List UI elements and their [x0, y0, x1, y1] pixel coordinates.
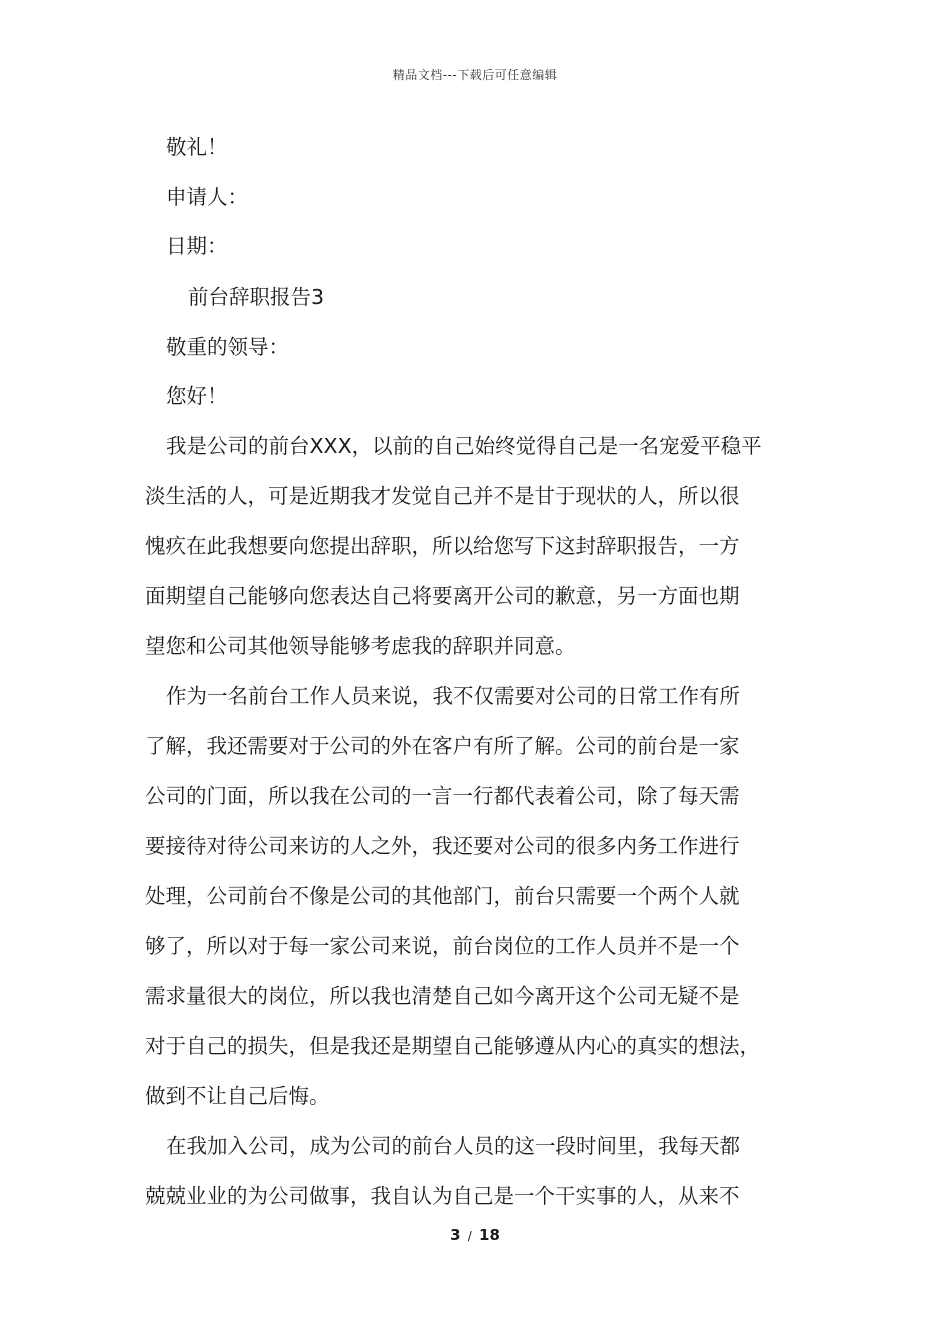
paragraph-line: 处理，公司前台不像是公司的其他部门，前台只需要一个两个人就 — [145, 884, 740, 908]
paragraph-line: 愧疚在此我想要向您提出辞职，所以给您写下这封辞职报告，一方 — [145, 534, 740, 558]
paragraph-line: 作为一名前台工作人员来说，我不仅需要对公司的日常工作有所 — [166, 684, 740, 708]
paragraph-line: 公司的门面，所以我在公司的一言一行都代表着公司，除了每天需 — [145, 784, 740, 808]
current-page: 3 — [450, 1226, 461, 1244]
paragraph-line: 对于自己的损失，但是我还是期望自己能够遵从内心的真实的想法， — [145, 1034, 760, 1058]
paragraph-line: 要接待对待公司来访的人之外，我还要对公司的很多内务工作进行 — [145, 834, 740, 858]
paragraph-line: 面期望自己能够向您表达自己将要离开公司的歉意，另一方面也期 — [145, 584, 740, 608]
paragraph-line: 淡生活的人，可是近期我才发觉自己并不是甘于现状的人，所以很 — [145, 484, 740, 508]
paragraph-line: 够了，所以对于每一家公司来说，前台岗位的工作人员并不是一个 — [145, 934, 740, 958]
page-number — [0, 1226, 950, 1244]
page-separator: / — [467, 1229, 472, 1243]
closing-salutation: 敬礼！ — [166, 135, 228, 159]
paragraph-line: 需求量很大的岗位，所以我也清楚自己如今离开这个公司无疑不是 — [145, 984, 740, 1008]
greeting: 您好！ — [166, 384, 228, 408]
page-header: 精品文档---下载后可任意编辑 — [392, 68, 558, 82]
total-pages: 18 — [479, 1226, 500, 1244]
paragraph-line: 做到不让自己后悔。 — [145, 1084, 330, 1108]
paragraph-line: 望您和公司其他领导能够考虑我的辞职并同意。 — [145, 634, 576, 658]
paragraph-line: 在我加入公司，成为公司的前台人员的这一段时间里，我每天都 — [166, 1134, 740, 1158]
date-label: 日期： — [166, 234, 228, 258]
section-title: 前台辞职报告3 — [188, 285, 325, 309]
paragraph-line: 兢兢业业的为公司做事，我自认为自己是一个干实事的人，从来不 — [145, 1184, 740, 1208]
greeting-address: 敬重的领导： — [166, 335, 289, 359]
applicant-label: 申请人： — [166, 185, 248, 209]
paragraph-line: 我是公司的前台XXX，以前的自己始终觉得自己是一名宠爱平稳平 — [166, 434, 762, 458]
paragraph-line: 了解，我还需要对于公司的外在客户有所了解。公司的前台是一家 — [145, 734, 740, 758]
